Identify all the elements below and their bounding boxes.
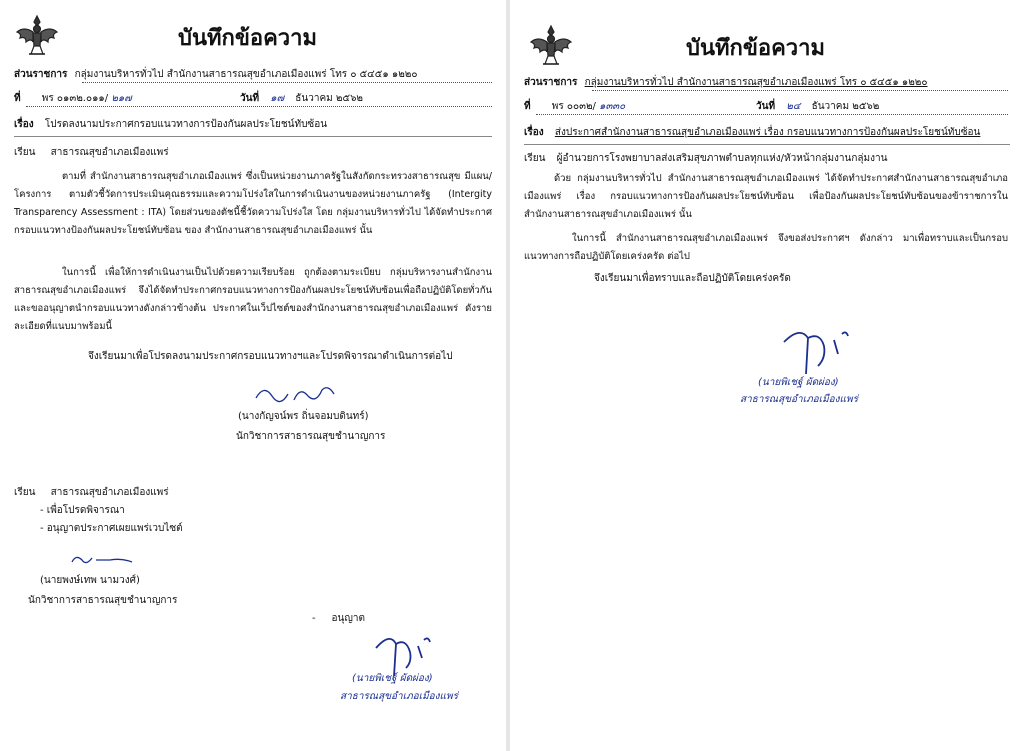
memo-title: บันทึกข้อความ [178, 25, 318, 51]
closing-line: จึงเรียนมาเพื่อทราบและถือปฏิบัติโดยเคร่งครัด [594, 273, 791, 284]
date-handwritten: ๒๔ [786, 101, 801, 112]
signer-2-name: (นายพงษ์เทพ นามวงศ์) [40, 575, 140, 586]
garuda-emblem-icon [14, 12, 60, 58]
date-row [756, 100, 879, 114]
subject-label: เรื่อง [14, 119, 34, 130]
subject-row [524, 126, 980, 140]
closing-line: จึงเรียนมาเพื่อโปรดลงนามประกาศกรอบแนวทางฯและโปรดพิจารณาดำเนินการต่อไป [88, 351, 453, 362]
signer-1-name: (นางกัญจน์พร ถิ่นจอมบดินทร์) [238, 411, 369, 422]
signer-name: (นายพิเชฐ์ ผัดผ่อง) [758, 377, 839, 388]
subject-rule [524, 144, 1010, 145]
signer-2-title: นักวิชาการสาธารณสุขชำนาญการ [28, 595, 178, 606]
signer-3-name: (นายพิเชฐ์ ผัดผ่อง) [352, 673, 433, 684]
subject-row [14, 118, 327, 132]
signer-3-title: สาธารณสุขอำเภอเมืองแพร่ [340, 691, 458, 702]
date-value: ธันวาคม ๒๕๖๒ [811, 101, 880, 112]
date-label: วันที่ [240, 93, 260, 104]
salutation-value: สาธารณสุขอำเภอเมืองแพร่ [50, 147, 169, 158]
ref-value: พร ๐๑๓๒.๐๑๑/ [41, 93, 109, 104]
endorsement-value: สาธารณสุขอำเภอเมืองแพร่ [50, 487, 169, 498]
ref-underline [26, 106, 492, 107]
ref-handwritten: ๒๑๗ [111, 93, 132, 104]
salutation-row [14, 146, 169, 160]
signature-1-icon [250, 380, 340, 406]
agency-row [14, 68, 417, 82]
subject-value: โปรดลงนามประกาศกรอบแนวทางการป้องกันผลประโยชน์ทับซ้อน [44, 119, 328, 130]
memo-title: บันทึกข้อความ [686, 35, 826, 61]
endorsement-item: - เพื่อโปรดพิจารณา [40, 505, 125, 516]
salutation-value: ผู้อำนวยการโรงพยาบาลส่งเสริมสุขภาพตำบลทุกแห่ง/หัวหน้ากลุ่มงานกลุ่มงาน [556, 153, 888, 164]
endorsement-salutation [14, 486, 169, 500]
ref-label: ที่ [524, 101, 531, 112]
signer-title: สาธารณสุขอำเภอเมืองแพร่ [740, 394, 858, 405]
body-paragraph-2: ในการนี้ เพื่อให้การดำเนินงานเป็นไปด้วยความเรียบร้อย ถูกต้องตามระเบียบ กลุ่มบริหารงานสำนักงานสาธารณสุขอำเภอเมืองแพร่ จึงได้จัดทำประกาศกรอบแนวทางการป้องกันผลประโยชน์ทับซ้อนเพื่อถือปฏิบัติโดยทั่วกัน และขออนุญาตนำกรอบแนวทางดังกล่าวข้างต้น ประกาศในเว็ปไซต์ของสำนักงานสาธารณสุขอำเภอเมืองแพร่ ดังรายละเอียดที่แนบมาพร้อมนี้ [14, 267, 492, 332]
date-label: วันที่ [756, 101, 776, 112]
signature-2-icon [66, 548, 146, 572]
ref-handwritten: ๑๓๓๐ [599, 101, 626, 112]
body-paragraph-2: ในการนี้ สำนักงานสาธารณสุขอำเภอเมืองแพร่ จึงขอส่งประกาศฯ ดังกล่าว มาเพื่อทราบและเป็นกรอบแนวทางการถือปฏิบัติโดยเคร่งครัด ต่อไป [524, 233, 1008, 262]
garuda-emblem-icon [528, 22, 574, 68]
date-handwritten: ๑๗ [270, 93, 285, 104]
body-paragraph-1: ตามที่ สำนักงานสาธารณสุขอำเภอเมืองแพร่ ซึ่งเป็นหน่วยงานภาครัฐในสังกัดกระทรวงสาธารณสุข มีแผน/โครงการ ตามตัวชี้วัดการประเมินคุณธรรมและความโปร่งใสในการดำเนินงานของหน่วยงานภาครัฐ (Intergity Transparency Assessment : ITA) โดยส่วนของตัชนี้ชี้วัดความโปร่งใส โดย กลุ่มงานบริหารทั่วไป ได้จัดทำประกาศกรอบแนวทางป้องกันผลประโยชน์ทับซ้อน ของ สำนักงานสาธารณสุขอำเภอเมืองแพร่ นั้น [14, 171, 492, 236]
subject-value: ส่งประกาศสำนักงานสาธารณสุขอำเภอเมืองแพร่ เรื่อง กรอบแนวทางการป้องกันผลประโยชน์ทับซ้อน [554, 127, 981, 138]
agency-label: ส่วนราชการ [14, 69, 68, 80]
agency-value: กลุ่มงานบริหารทั่วไป สำนักงานสาธารณสุขอำเภอเมืองแพร่ โทร ๐ ๕๔๕๑ ๑๒๒๐ [74, 69, 418, 80]
subject-label: เรื่อง [524, 127, 544, 138]
agency-underline [82, 82, 492, 83]
endorsement-label: เรียน [14, 487, 36, 498]
agency-row [524, 76, 927, 90]
date-value: ธันวาคม ๒๕๖๒ [295, 93, 364, 104]
salutation-label: เรียน [524, 153, 546, 164]
ref-row [14, 92, 132, 106]
salutation-label: เรียน [14, 147, 36, 158]
signer-1-title: นักวิชาการสาธารณสุขชำนาญการ [236, 431, 386, 442]
ref-label: ที่ [14, 93, 21, 104]
subject-rule [14, 136, 492, 137]
agency-value: กลุ่มงานบริหารทั่วไป สำนักงานสาธารณสุขอำเภอเมืองแพร่ โทร ๐ ๕๔๕๑ ๑๒๒๐ [584, 77, 928, 88]
salutation-row [524, 152, 887, 166]
endorsement-item: - อนุญาตประกาศเผยแพร่เวบไซต์ [40, 523, 183, 534]
approval-note: - อนุญาต [312, 613, 365, 624]
signature-icon [776, 324, 866, 384]
date-row [240, 92, 363, 106]
ref-row [524, 100, 625, 114]
body-paragraph-1: ด้วย กลุ่มงานบริหารทั่วไป สำนักงานสาธารณสุขอำเภอเมืองแพร่ ได้จัดทำประกาศสำนักงานสาธารณสุขอำเภอเมืองแพร่ เรื่อง กรอบแนวทางการป้องกันผลประโยชน์ทับซ้อน เพื่อป้องกันผลประโยชน์ทับซ้อนของข้าราชการในสำนักงานสาธารณสุขอำเภอเมืองแพร่ นั้น [524, 173, 1008, 220]
ref-value: พร ๐๐๓๒/ [551, 101, 596, 112]
left-memo-page [0, 0, 506, 751]
ref-underline [536, 114, 1008, 115]
right-memo-page [510, 0, 1024, 751]
agency-underline [592, 90, 1008, 91]
agency-label: ส่วนราชการ [524, 77, 578, 88]
